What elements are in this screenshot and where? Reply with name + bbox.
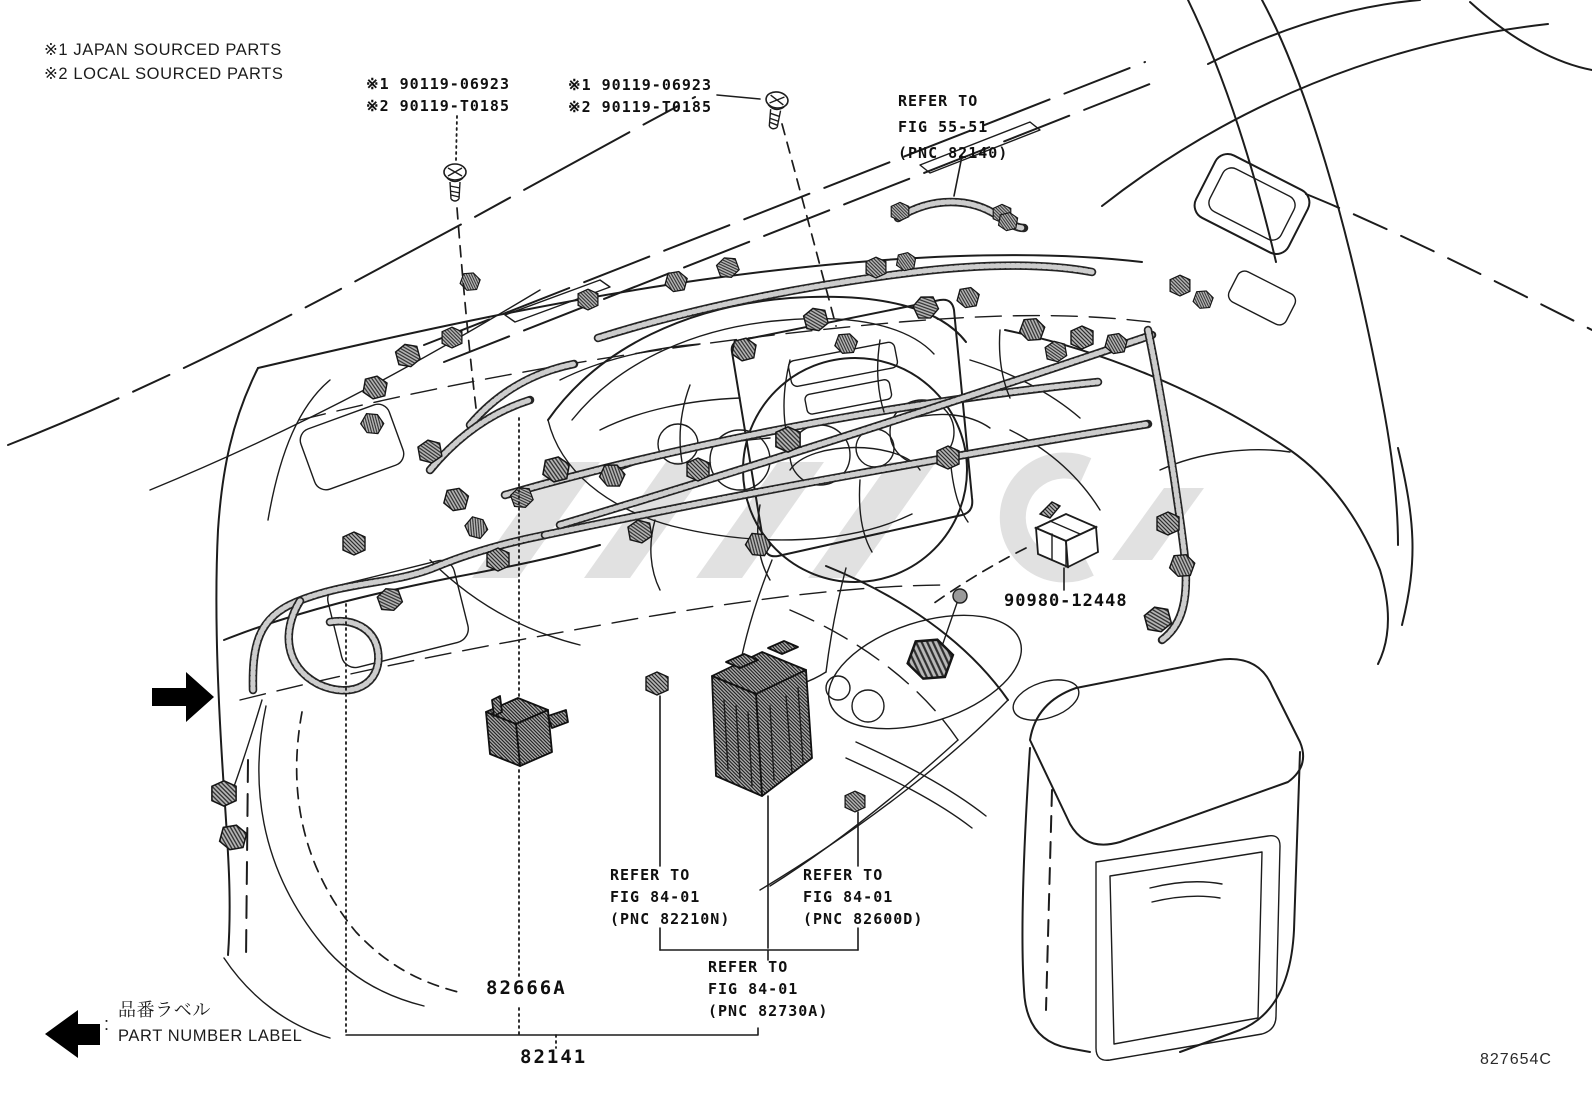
ref-fig-84-01-82730a: REFER TO FIG 84-01 (PNC 82730A) [708,958,829,1020]
ref-fig-84-01-82210n: REFER TO FIG 84-01 (PNC 82210N) [610,866,731,928]
junction-block [712,641,812,796]
harness-pointer-arrow-icon [152,672,214,722]
wire-harness-82141 [253,202,1186,690]
left-harness-routing [232,700,458,1006]
ref-fig-84-01-82600d: REFER TO FIG 84-01 (PNC 82600D) [803,866,924,928]
footnote-label-english: PART NUMBER LABEL [118,1027,303,1045]
footnote-colon: : [104,1014,110,1034]
part-number-82141: 82141 [520,1046,588,1068]
figure-code: 827654C [1480,1051,1552,1068]
part-number-82666a: 82666A [486,977,567,999]
ref-fig-55-51: REFER TO FIG 55-51 (PNC 82140) [898,92,1009,162]
note-japan-sourced: ※1 JAPAN SOURCED PARTS [44,41,282,59]
part-number-label-arrow-icon [45,1010,100,1058]
relay-block-82666a [486,696,568,766]
note-local-sourced: ※2 LOCAL SOURCED PARTS [44,65,284,83]
screw-part-number-right-1: ※1 90119-06923 [568,76,712,94]
dashboard-outline [8,0,1592,1038]
armrest-console-outline [1022,659,1303,1060]
footnote-label-japanese: 品番ラベル [118,1000,211,1020]
screw-part-number-left-2: ※2 90119-T0185 [366,97,510,115]
screw-left [444,116,476,408]
part-number-90980-12448: 90980-12448 [1004,591,1128,611]
screw-part-number-left-1: ※1 90119-06923 [366,75,510,93]
screw-part-number-right-2: ※2 90119-T0185 [568,98,712,116]
